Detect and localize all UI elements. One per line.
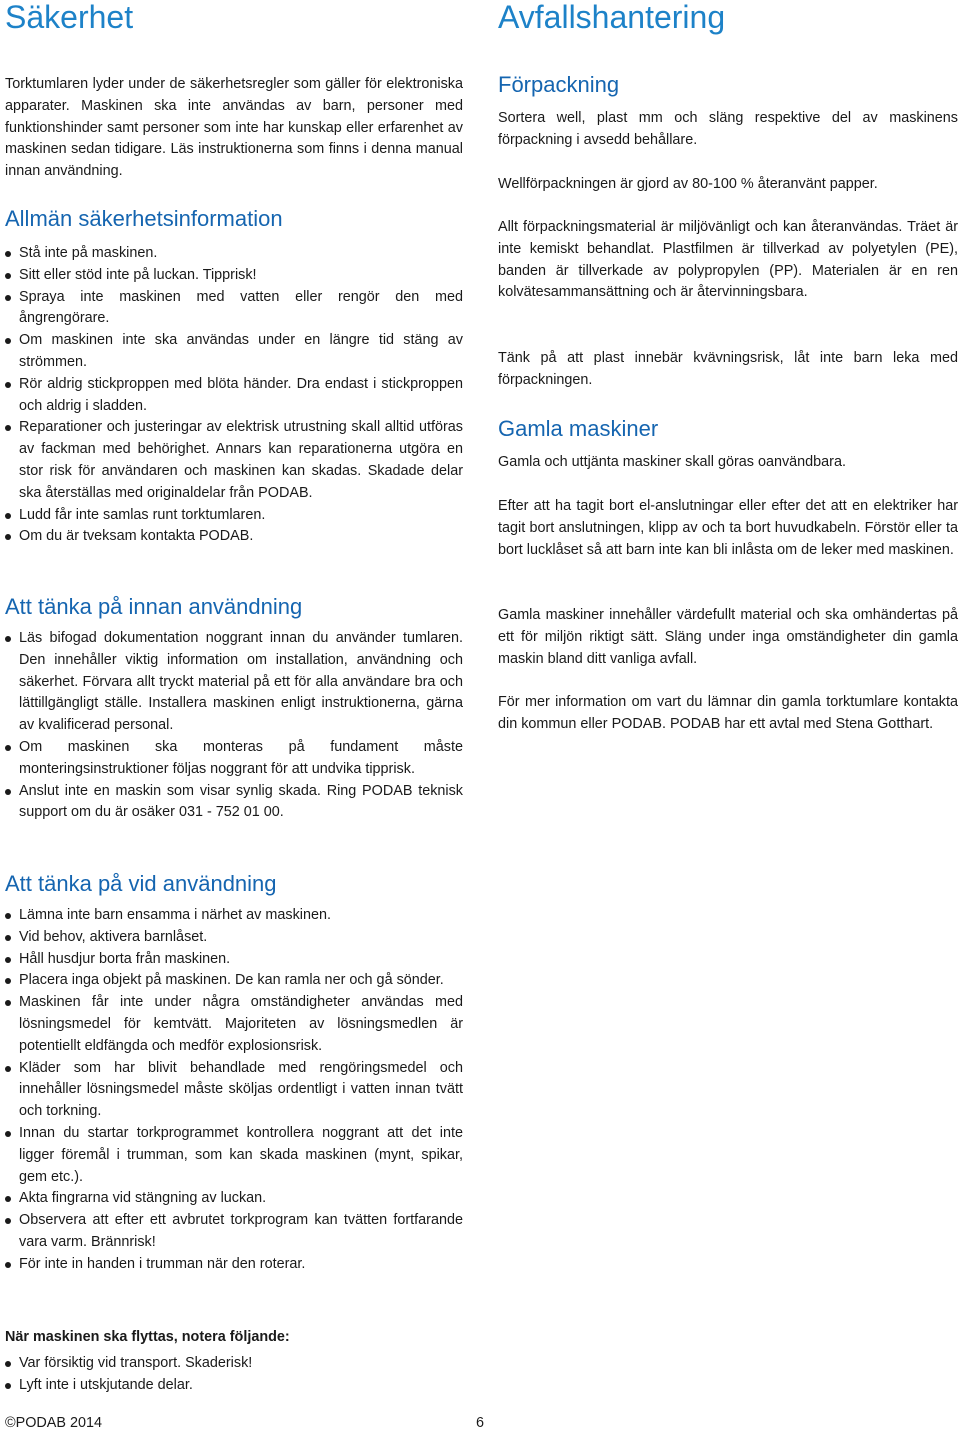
old-machines-p2: Efter att ha tagit bort el-anslutningar eller efter det att en elektriker har tagit bort anslutningen, klipp av och ta bort huvudkabeln. Förstör eller ta bort lucklåset så att barn inte kan bli inlåsta om de leker med maskinen. [498,498,958,558]
list-item: Vid behov, aktivera barnlåset. [5,927,463,949]
list-item: Sitt eller stöd inte på luckan. Tipprisk! [5,265,463,287]
list-item: Observera att efter ett avbrutet torkprogram kan tvätten fortfarande vara varm. Brännrisk! [5,1210,463,1254]
heading-packaging: Förpackning [498,72,620,97]
list-item: Anslut inte en maskin som visar synlig skada. Ring PODAB teknisk support om du är osäker 031 - 752 01 00. [5,781,463,825]
page-title-waste: Avfallshantering [498,0,726,35]
list-item: Håll husdjur borta från maskinen. [5,949,463,971]
list-item: Innan du startar torkprogrammet kontrollera noggrant att det inte ligger föremål i trumman, som kan skada maskinen (mynt, spikar, gem etc.). [5,1123,463,1188]
list-item: Stå inte på maskinen. [5,243,463,265]
list-item: Rör aldrig stickproppen med blöta händer. Dra endast i stickproppen och aldrig i sladden. [5,374,463,418]
general-safety-list [5,243,463,548]
list-item: Lämna inte barn ensamma i närhet av maskinen. [5,905,463,927]
old-machines-p4: För mer information om vart du lämnar din gamla torktumlare kontakta din kommun eller PODAB. PODAB har ett avtal med Stena Gotthart. [498,694,958,732]
list-item: Läs bifogad dokumentation noggrant innan du använder tumlaren. Den innehåller viktig information om installation, användning och säkerhet. Förvara allt tryckt material på ett för alla användare bra och lättillgängligt ställe. Installera maskinen enligt instruktionerna, gärna av kvalificerad personal. [5,628,463,737]
heading-general-safety: Allmän säkerhetsinformation [5,206,283,231]
list-item: Akta fingrarna vid stängning av luckan. [5,1188,463,1210]
old-machines-p1: Gamla och uttjänta maskiner skall göras oanvändbara. [498,454,846,470]
heading-before-use: Att tänka på innan användning [5,594,303,619]
footer-copyright: ©PODAB 2014 [5,1415,102,1431]
packaging-p1: Sortera well, plast mm och släng respektive del av maskinens förpackning i avsedd behållare. [498,110,958,148]
list-item: Lyft inte i utskjutande delar. [5,1375,463,1397]
list-item: Spraya inte maskinen med vatten eller rengör den med ångrengörare. [5,287,463,331]
list-item: Om du är tveksam kontakta PODAB. [5,526,463,548]
page-title-safety: Säkerhet [5,0,134,35]
list-item: För inte in handen i trumman när den roterar. [5,1254,463,1276]
before-use-list [5,628,463,824]
footer-page-number: 6 [476,1415,485,1431]
during-use-list [5,905,463,1276]
list-item: Om maskinen inte ska användas under en längre tid stäng av strömmen. [5,330,463,374]
moving-list [5,1353,463,1397]
heading-moving: När maskinen ska flyttas, notera följande: [5,1329,290,1345]
packaging-p3: Allt förpackningsmaterial är miljövänligt och kan återanvändas. Träet är inte kemiskt behandlat. Plastfilmen är tillverkad av polyetylen (PE), banden är tillverkade av polypropylen (PP). Materialen är en ren kolvätesammansättning och är återvinningsbara. [498,219,958,301]
heading-during-use: Att tänka på vid användning [5,871,277,896]
heading-old-machines: Gamla maskiner [498,416,659,441]
list-item: Reparationer och justeringar av elektrisk utrustning skall alltid utföras av fackman med behörighet. Annars kan reparationerna utgöra en stor risk för användaren och maskinen kan skadas. Skadade delar ska återställas med originaldelar från PODAB. [5,417,463,504]
old-machines-p3: Gamla maskiner innehåller värdefullt material och ska omhändertas på ett för miljön riktigt sätt. Släng under inga omständigheter din gamla maskin bland ditt vanliga avfall. [498,607,958,667]
list-item: Var försiktig vid transport. Skaderisk! [5,1353,463,1375]
list-item: Placera inga objekt på maskinen. De kan ramla ner och gå sönder. [5,970,463,992]
packaging-p2: Wellförpackningen är gjord av 80-100 % återanvänt papper. [498,176,878,192]
list-item: Kläder som har blivit behandlade med rengöringsmedel och innehåller lösningsmedel måste sköljas ordentligt i vatten innan tvätt och torkning. [5,1058,463,1123]
list-item: Om maskinen ska monteras på fundament måste monteringsinstruktioner följas noggrant för att undvika tipprisk. [5,737,463,781]
list-item: Ludd får inte samlas runt torktumlaren. [5,505,463,527]
safety-intro: Torktumlaren lyder under de säkerhetsregler som gäller för elektroniska apparater. Maskinen ska inte användas av barn, personer med funktionshinder samt personer som inte har kunskap eller erfarenhet av maskinen sedan tidigare. Läs instruktionerna som finns i denna manual innan användning. [5,76,463,180]
list-item: Maskinen får inte under några omständigheter användas med lösningsmedel för kemtvätt. Majoriteten av lösningsmedlen är potentiellt eldfängda och medför explosionsrisk. [5,992,463,1057]
packaging-p4: Tänk på att plast innebär kvävningsrisk, låt inte barn leka med förpackningen. [498,350,958,388]
